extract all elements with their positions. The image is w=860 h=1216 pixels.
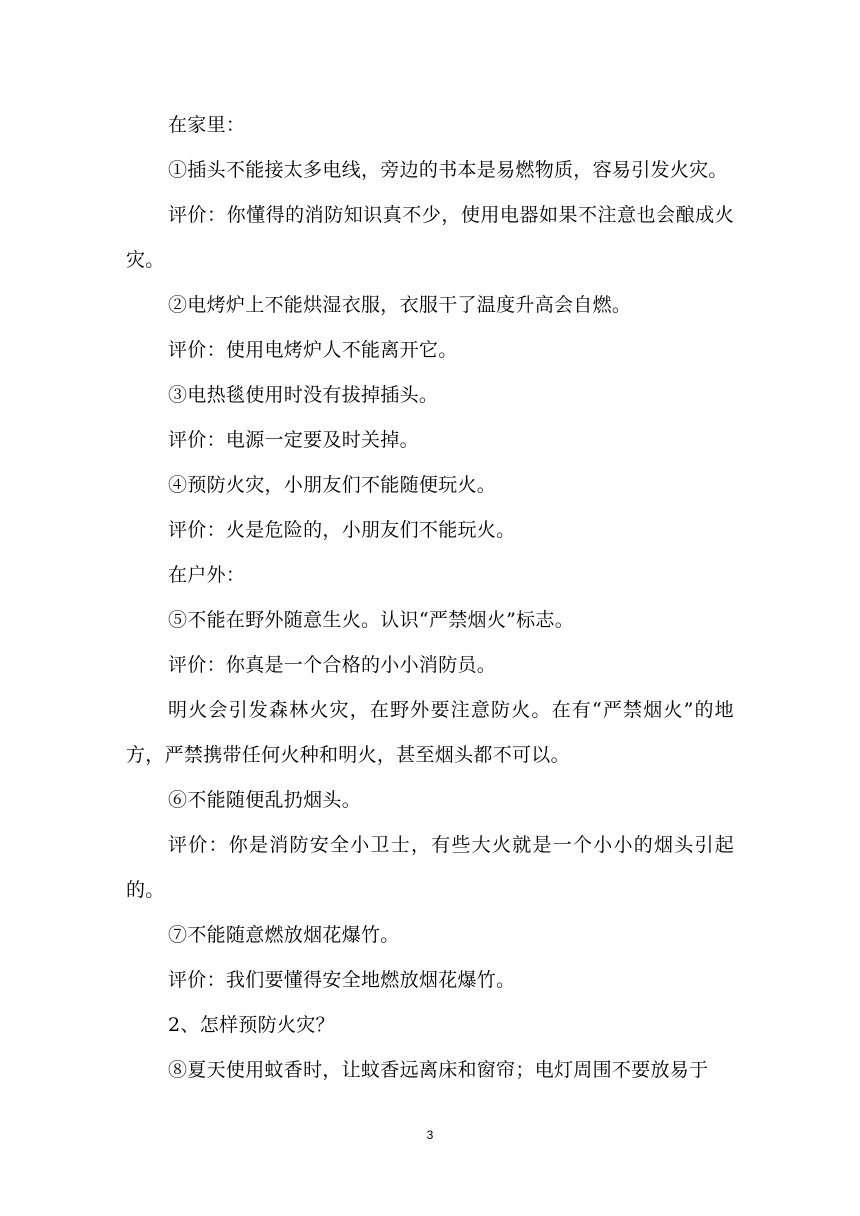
paragraph-comment-6: 评价：你是消防安全小卫士，有些大火就是一个小小的烟头引起的。 xyxy=(126,834,734,901)
paragraph-comment-7: 评价：我们要懂得安全地燃放烟花爆竹。 xyxy=(168,969,516,991)
paragraph-comment-3: 评价：电源一定要及时关掉。 xyxy=(168,429,419,451)
paragraph-forest-fire-note: 明火会引发森林火灾，在野外要注意防火。在有“严禁烟火”的地方，严禁携带任何火种和明火，甚至烟头都不可以。 xyxy=(126,699,734,766)
paragraph-at-home-heading: 在家里： xyxy=(168,114,246,136)
page-number: 3 xyxy=(426,1128,434,1142)
paragraph-item-3: ③电热毯使用时没有拔掉插头。 xyxy=(168,384,439,406)
paragraph-comment-1: 评价：你懂得的消防知识真不少，使用电器如果不注意也会酿成火灾。 xyxy=(126,204,734,271)
paragraph-comment-4: 评价：火是危险的，小朋友们不能玩火。 xyxy=(168,519,516,541)
paragraph-item-6: ⑥不能随便乱扔烟头。 xyxy=(168,789,362,811)
paragraph-item-4: ④预防火灾，小朋友们不能随便玩火。 xyxy=(168,474,497,496)
paragraph-outdoors-heading: 在户外： xyxy=(168,564,246,586)
paragraph-comment-5: 评价：你真是一个合格的小小消防员。 xyxy=(168,654,497,676)
paragraph-item-5: ⑤不能在野外随意生火。认识“严禁烟火”标志。 xyxy=(168,609,575,631)
paragraph-item-7: ⑦不能随意燃放烟花爆竹。 xyxy=(168,924,400,946)
document-body xyxy=(126,103,734,1093)
paragraph-comment-2: 评价：使用电烤炉人不能离开它。 xyxy=(168,339,458,361)
paragraph-item-1: ①插头不能接太多电线，旁边的书本是易燃物质，容易引发火灾。 xyxy=(168,159,728,181)
paragraph-section-2-heading: 2、怎样预防火灾？ xyxy=(168,1014,335,1036)
paragraph-item-2: ②电烤炉上不能烘湿衣服，衣服干了温度升高会自燃。 xyxy=(168,294,632,316)
paragraph-item-8: ⑧夏天使用蚊香时，让蚊香远离床和窗帘；电灯周围不要放易于 xyxy=(168,1059,709,1081)
